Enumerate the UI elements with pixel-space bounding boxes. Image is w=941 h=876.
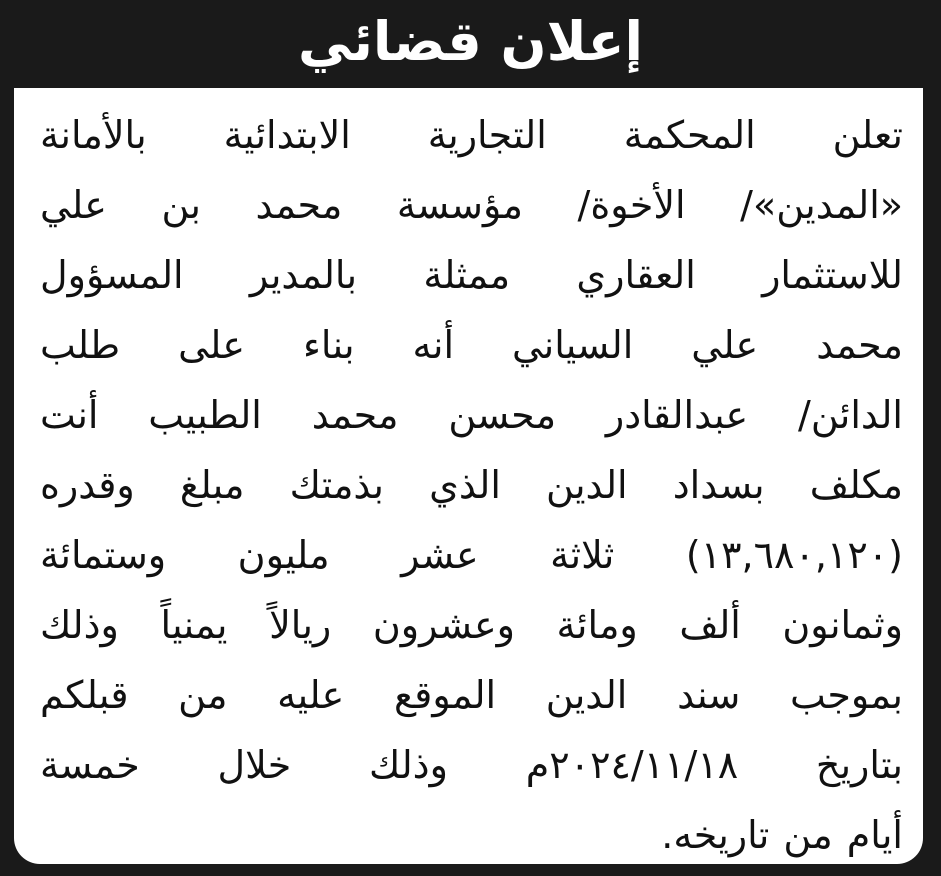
notice-line-1: تعلن المحكمة التجارية الابتدائية بالأمانة <box>40 113 903 157</box>
notice-line-10: بتاريخ ٢٠٢٤/١١/١٨م وذلك خلال خمسة <box>40 743 903 787</box>
notice-line-8: وثمانون ألف ومائة وعشرون ريالاً يمنياً وذلك <box>40 603 903 647</box>
notice-line-9: بموجب سند الدين الموقع عليه من قبلكم <box>40 673 903 717</box>
notice-title: إعلان قضائي <box>297 10 644 73</box>
notice-line-4: محمد علي السياني أنه بناء على طلب <box>40 323 903 367</box>
notice-body <box>40 100 903 870</box>
notice-line-6: مكلف بسداد الدين الذي بذمتك مبلغ وقدره <box>40 463 903 507</box>
notice-line-3: للاستثمار العقاري ممثلة بالمدير المسؤول <box>40 253 903 297</box>
notice-line-5: الدائن/ عبدالقادر محسن محمد الطبيب أنت <box>40 393 903 437</box>
title-bar <box>0 0 941 88</box>
notice-paper <box>14 88 923 864</box>
notice-line-11: أيام من تاريخه. <box>661 813 903 857</box>
notice-line-2: «المدين»/ الأخوة/ مؤسسة محمد بن علي <box>40 183 903 227</box>
notice-line-7: (١٣,٦٨٠,١٢٠) ثلاثة عشر مليون وستمائة <box>40 533 903 577</box>
